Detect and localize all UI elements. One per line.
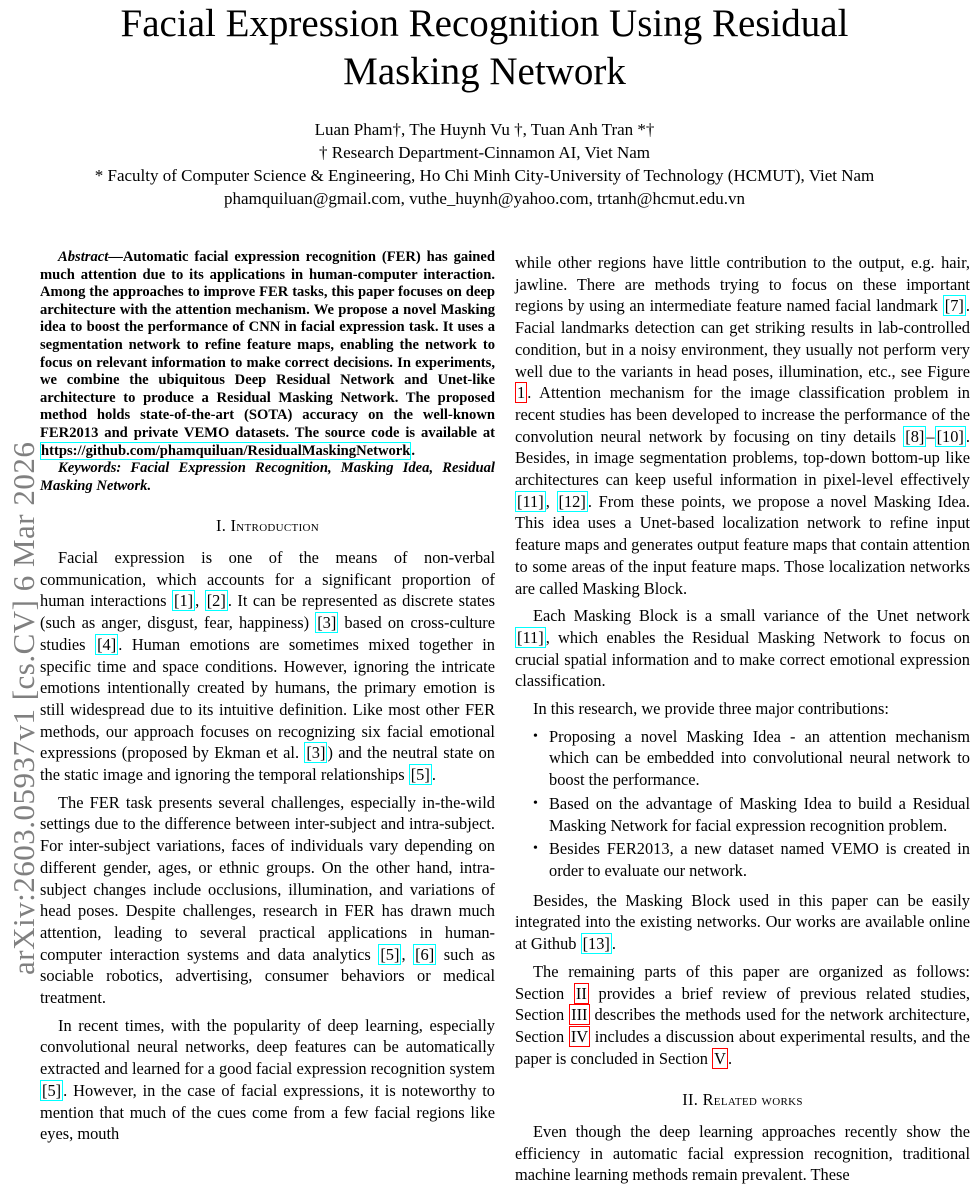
figure-link[interactable]: 1: [517, 383, 526, 403]
citation-link[interactable]: [1]: [174, 591, 194, 611]
citation-link[interactable]: [5]: [410, 765, 430, 785]
abstract-text: —Automatic facial expression recognition (FER) has gained much attention due to its applications in human-computer interaction. Among the approaches to improve FER tasks, this paper focuses on deep architecture with the attention mechanism. We propose a novel Masking idea to boost the performance of CNN in facial expression task. It uses a segmentation network to refine feature maps, enabling the network to focus on relevant information to make correct decisions. In experiments, we combine the ubiquitous Deep Residual Network and Unet-like architecture to produce a Residual Masking Network. The proposed method holds state-of-the-art (SOTA) accuracy on the well-known FER2013 and private VEMO datasets. The source code is available at: [40, 249, 495, 441]
intro-paragraph-8: The remaining parts of this paper are organized as follows: Section II provides a brief review of previous related studies, Section III describes the methods used for the network architecture, Section IV includes a discussion about experimental results, and the paper is concluded in Section V .: [515, 961, 970, 1068]
citation-link[interactable]: [3]: [317, 613, 337, 633]
citation-link[interactable]: [10]: [936, 426, 964, 446]
citation-link[interactable]: [8]: [905, 426, 925, 446]
citation-link[interactable]: [4]: [97, 634, 117, 654]
list-item: • Besides FER2013, a new dataset named VEMO is created in order to evaluate our network.: [549, 838, 970, 881]
arxiv-identifier: arXiv:2603.05937v1 [cs.CV] 6 Mar 2026: [6, 441, 41, 975]
abstract: [40, 249, 495, 460]
section-heading-related-works: [515, 1089, 970, 1111]
affiliation-2: * Faculty of Computer Science & Engineering, Ho Chi Minh City-University of Technology (HCMUT), Viet Nam: [94, 166, 875, 185]
section-link[interactable]: IV: [570, 1026, 589, 1046]
section-title: Introduction: [230, 516, 320, 536]
right-column: [515, 252, 970, 1192]
section-number: I.: [215, 516, 227, 536]
intro-paragraph-3: In recent times, with the popularity of deep learning, especially convolutional neural networks, deep features can be automatically extracted and learned for a good facial expression recognition system [5] . However, in the case of facial expressions, it is noteworthy to mention that much of the cues come from a few facial regions like eyes, mouth: [40, 1015, 495, 1144]
intro-paragraph-1: Facial expression is one of the means of non-verbal communication, which accounts for a significant proportion of human interactions [1] , [2] . It can be represented as discrete states (such as anger, disgust, fear, happiness) [3] based on cross-culture studies [4] . Human emotions are sometimes mixed together in specific time and space conditions. However, ignoring the intricate emotions intentionally created by humans, the primary emotion is still widespread due to its intuitive definition. Like most other FER methods, our approach focuses on recognizing six facial emotional expressions (proposed by Ekman et al. [3] ) and the neutral state on the static image and ignoring the temporal relationships [5] .: [40, 548, 496, 785]
intro-paragraph-4: while other regions have little contribution to the output, e.g. hair, jawline. There are methods trying to focus on these important regions by using an intermediate feature named facial landmark [7] . Facial landmarks detection can get striking results in lab-controlled condition, but in a noisy environment, they usually not perform very well due to the variants in head poses, illumination, etc., see Figure 1 . Attention mechanism for the image classification problem in recent studies has been developed to increase the performance of the convolution neural network by focusing on tiny details [8] – [10] . Besides, in image segmentation problems, top-down bottom-up like architectures can keep useful information in pixel-level effectively [11] , [12] . From these points, we propose a novel Masking Idea. This idea uses a Unet-based localization network to refine input feature maps and generates output feature maps that contain attention to some areas of the input feature maps. Those localization networks are called Masking Block.: [515, 253, 970, 598]
section-title: Related works: [702, 1090, 803, 1110]
section-number: II.: [682, 1090, 699, 1110]
author-block: [0, 118, 969, 210]
citation-link[interactable]: [6]: [415, 944, 435, 964]
abstract-label: Abstract: [58, 249, 109, 265]
intro-paragraph-2: The FER task presents several challenges, especially in-the-wild settings due to the difference between inter-subject and intra-subject. For inter-subject variations, faces of individuals vary depending on different gender, ages, or ethnic groups. On the other hand, intra-subject changes include occlusions, illumination, and variations of head poses. Despite challenges, research in FER has drawn much attention, leading to several practical applications in human-computer interaction systems and data analytics [5] , [6] such as sociable robotics, advertising, consumer behaviors or medical treatment.: [40, 792, 495, 1008]
author-names: Luan Pham†, The Huynh Vu †, Tuan Anh Tran *†: [314, 120, 655, 139]
section-link[interactable]: III: [571, 1005, 588, 1025]
section-link[interactable]: V: [714, 1048, 726, 1068]
affiliation-1: † Research Department-Cinnamon AI, Viet Nam: [318, 143, 651, 162]
paper-title: [0, 0, 969, 96]
contributions-list: [515, 726, 970, 882]
title-line-2: Masking Network: [343, 50, 626, 93]
section-heading-introduction: [40, 515, 495, 537]
list-item: • Based on the advantage of Masking Idea to build a Residual Masking Network for facial expression recognition problem.: [549, 793, 970, 836]
list-item: • Proposing a novel Masking Idea - an attention mechanism which can be embedded into convolutional neural network to boost the performance.: [549, 726, 970, 791]
intro-paragraph-5: Each Masking Block is a small variance of the Unet network [11] , which enables the Residual Masking Network to focus on crucial spatial information and to make correct emotional expression classification.: [515, 606, 970, 691]
related-paragraph-1: Even though the deep learning approaches recently show the efficiency in automatic facial expression recognition, traditional machine learning methods remain prevalent. These: [515, 1122, 970, 1185]
citation-link[interactable]: [2]: [206, 591, 226, 611]
intro-paragraph-6: In this research, we provide three major contributions:: [533, 699, 889, 719]
title-line-1: Facial Expression Recognition Using Residual: [120, 2, 849, 45]
intro-paragraph-7: Besides, the Masking Block used in this paper can be easily integrated into the existing networks. Our works are available online at Github [13] .: [515, 890, 970, 954]
abstract-end: .: [411, 442, 416, 459]
keywords-text: : Facial Expression Recognition, Masking Idea, Residual Masking Network.: [40, 460, 495, 494]
citation-link[interactable]: [11]: [517, 491, 544, 511]
citation-link[interactable]: [5]: [42, 1080, 62, 1100]
citation-link[interactable]: [3]: [306, 743, 326, 763]
citation-link[interactable]: [11]: [517, 627, 544, 647]
keywords-label: Keywords: [58, 460, 117, 477]
left-column: [40, 249, 495, 1151]
citation-link[interactable]: [7]: [944, 296, 964, 316]
keywords: [40, 460, 495, 495]
citation-link[interactable]: [13]: [582, 934, 610, 954]
citation-link[interactable]: [12]: [558, 491, 586, 511]
citation-link[interactable]: [5]: [380, 944, 400, 964]
section-link[interactable]: II: [575, 983, 587, 1003]
source-code-link[interactable]: https://github.com/phamquiluan/ResidualMaskingNetwork: [41, 442, 411, 459]
author-emails: phamquiluan@gmail.com, vuthe_huynh@yahoo.com, trtanh@hcmut.edu.vn: [224, 189, 745, 208]
